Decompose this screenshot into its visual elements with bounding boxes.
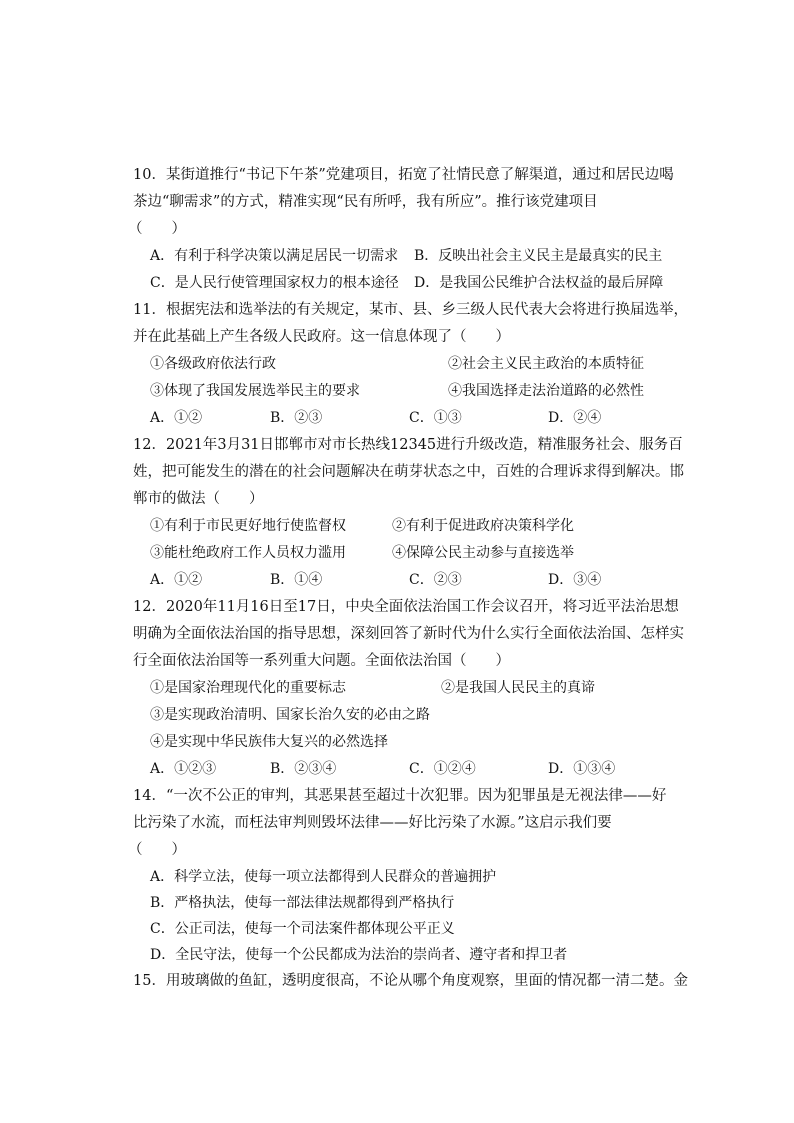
choice-a: A．科学立法，使每一项立法都得到人民群众的普遍拥护: [150, 869, 497, 885]
choice-c: C．②③: [409, 572, 462, 588]
answer-blank: （ ）: [128, 842, 186, 858]
choice-b: B．①④: [270, 572, 323, 588]
question-stem-line: 比污染了水流，而枉法审判则毁坏法律——好比污染了水源。”这启示我们要: [133, 815, 612, 831]
choice-a: A．有利于科学决策以满足居民一切需求: [150, 248, 399, 264]
choice-c: C．是人民行使管理国家权力的根本途径: [150, 275, 399, 291]
statement-1: ①有利于市民更好地行使监督权: [150, 518, 346, 534]
choice-b: B．反映出社会主义民主是最真实的民主: [414, 248, 663, 264]
choice-b: B．严格执法，使每一部法律法规都得到严格执行: [150, 895, 455, 911]
choice-b: B．②③④: [270, 761, 337, 777]
choice-c: C．①②④: [409, 761, 476, 777]
statement-4: ④我国选择走法治道路的必然性: [448, 383, 644, 399]
statement-2: ②是我国人民民主的真谛: [441, 680, 595, 696]
choice-b: B．②③: [270, 410, 323, 426]
question-stem-line: 并在此基础上产生各级人民政府。这一信息体现了（ ）: [133, 329, 510, 345]
statement-1: ①各级政府依法行政: [150, 356, 276, 372]
question-stem-line: 郸市的做法（ ）: [133, 491, 264, 507]
choice-d: D．是我国公民维护合法权益的最后屏障: [414, 275, 664, 291]
statement-4: ④是实现中华民族伟大复兴的必然选择: [150, 734, 388, 750]
question-stem-line: 10．某街道推行“书记下午茶”党建项目，拓宽了社情民意了解渠道，通过和居民边喝: [133, 167, 674, 183]
question-stem-line: 12．2021年3月31日邯郸市对市长热线12345进行升级改造，精准服务社会、服务百: [133, 437, 683, 453]
choice-c: C．公正司法，使每一个司法案件都体现公平正义: [150, 921, 455, 937]
choice-d: D．全民守法，使每一个公民都成为法治的崇尚者、遵守者和捍卫者: [150, 947, 568, 963]
statement-3: ③体现了我国发展选举民主的要求: [150, 383, 360, 399]
choice-d: D．①③④: [548, 761, 616, 777]
question-stem-line: 明确为全面依法治国的指导思想，深刻回答了新时代为什么实行全面依法治国、怎样实: [133, 626, 684, 642]
statement-1: ①是国家治理现代化的重要标志: [150, 680, 346, 696]
choice-a: A．①②: [150, 572, 203, 588]
choice-d: D．③④: [548, 572, 602, 588]
statement-3: ③能杜绝政府工作人员权力滥用: [150, 545, 346, 561]
statement-2: ②有利于促进政府决策科学化: [392, 518, 574, 534]
question-stem-line: 15．用玻璃做的鱼缸，透明度很高，不论从哪个角度观察，里面的情况都一清二楚。金: [133, 973, 688, 989]
choice-c: C．①③: [409, 410, 462, 426]
question-stem-line: 14．“一次不公正的审判，其恶果甚至超过十次犯罪。因为犯罪虽是无视法律——好: [133, 788, 667, 804]
question-stem-line: 12．2020年11月16日至17日，中央全面依法治国工作会议召开，将习近平法治思想: [133, 599, 679, 615]
statement-3: ③是实现政治清明、国家长治久安的必由之路: [150, 707, 430, 723]
question-stem-line: 11．根据宪法和选举法的有关规定，某市、县、乡三级人民代表大会将进行换届选举，: [133, 302, 688, 318]
statement-4: ④保障公民主动参与直接选举: [392, 545, 574, 561]
question-stem-line: 行全面依法治国等一系列重大问题。全面依法治国（ ）: [133, 653, 510, 669]
choice-a: A．①②③: [150, 761, 217, 777]
choice-a: A．①②: [150, 410, 203, 426]
choice-d: D．②④: [548, 410, 602, 426]
statement-2: ②社会主义民主政治的本质特征: [448, 356, 644, 372]
question-stem-line: 姓，把可能发生的潜在的社会问题解决在萌芽状态之中，百姓的合理诉求得到解决。邯: [133, 464, 684, 480]
question-stem-line: 茶边“聊需求”的方式，精准实现“民有所呼，我有所应”。推行该党建项目: [133, 194, 598, 210]
answer-blank: （ ）: [128, 221, 186, 237]
